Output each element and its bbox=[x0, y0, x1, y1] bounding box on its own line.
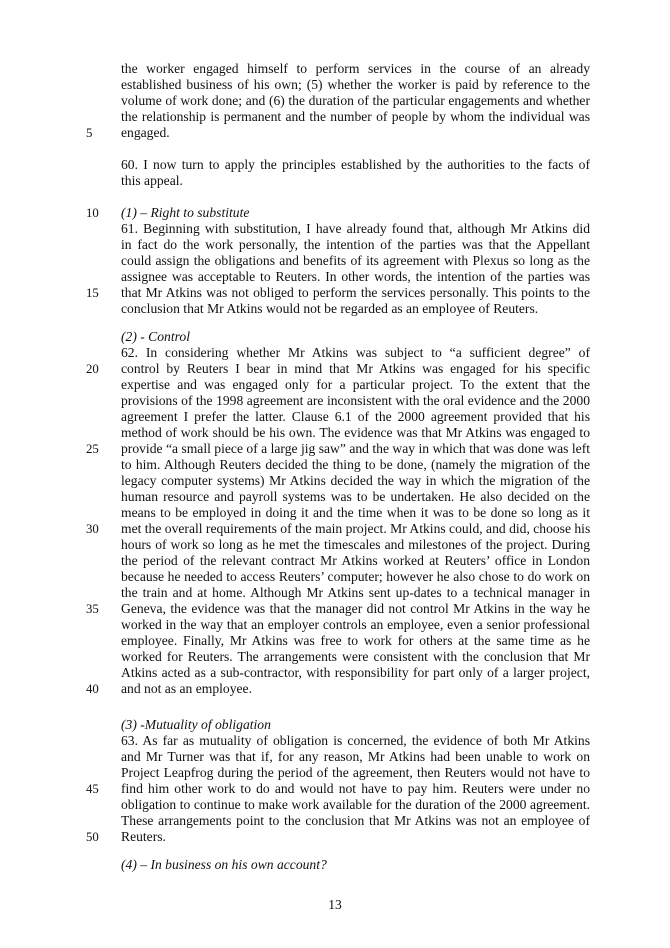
text-line: expertise and was engaged only for a particular project. To the extent that the bbox=[121, 377, 590, 392]
section-heading: (4) – In business on his own account? bbox=[121, 857, 327, 872]
line-number: 40 bbox=[86, 682, 99, 696]
line-number: 25 bbox=[86, 442, 99, 456]
line-number: 30 bbox=[86, 522, 99, 536]
line-number: 15 bbox=[86, 286, 99, 300]
text-line: conclusion that Mr Atkins would not be regarded as an employee of Reuters. bbox=[121, 301, 539, 316]
text-line: worked for Reuters. The arrangements were consistent with the conclusion that Mr bbox=[121, 649, 590, 664]
text-line: obligation to continue to make work available for the duration of the 2000 agreement. bbox=[121, 797, 590, 812]
text-line: engaged. bbox=[121, 125, 170, 140]
text-line: worked in the way that an employer controls an employee, even a senior professional bbox=[121, 617, 590, 632]
line-number: 10 bbox=[86, 206, 99, 220]
line-number: 5 bbox=[86, 126, 93, 140]
page-number: 13 bbox=[328, 897, 342, 912]
text-line: legacy computer systems) Mr Atkins decided the way in which the migration of the bbox=[121, 473, 590, 488]
section-heading: (2) - Control bbox=[121, 329, 190, 344]
text-line: that Mr Atkins was not obliged to perform the services personally. This points to the bbox=[121, 285, 590, 300]
line-number: 35 bbox=[86, 602, 99, 616]
paragraph-60: 60. I now turn to apply the principles established by the authorities to the facts of bbox=[121, 157, 590, 172]
text-line: provisions of the 1998 agreement are inconsistent with the oral evidence and the 2000 bbox=[121, 393, 590, 408]
text-line: the train and at home. Although Mr Atkins sent up-dates to a technical manager in bbox=[121, 585, 590, 600]
text-line: control by Reuters I bear in mind that Mr Atkins was engaged for his specific bbox=[121, 361, 590, 376]
text-line: and not as an employee. bbox=[121, 681, 252, 696]
text-line: in fact do the work personally, the intention of the parties was that the Appellant bbox=[121, 237, 590, 252]
text-line: find him other work to do and would not have to pay him. Reuters were under no bbox=[121, 781, 590, 796]
text-line: employee. Finally, Mr Atkins was free to work for others at the same time as he bbox=[121, 633, 590, 648]
text-line: volume of work done; and (6) the duration of the particular engagements and whether bbox=[121, 93, 590, 108]
text-line: assignee was acceptable to Reuters. In other words, the intention of the parties was bbox=[121, 269, 590, 284]
text-line: the relationship is permanent and the number of people by whom the individual was bbox=[121, 109, 590, 124]
text-line: this appeal. bbox=[121, 173, 183, 188]
text-line: hours of work so long as he met the timescales and milestones of the project. During bbox=[121, 537, 590, 552]
line-number: 20 bbox=[86, 362, 99, 376]
line-number: 50 bbox=[86, 830, 99, 844]
text-line: These arrangements point to the conclusion that Mr Atkins was not an employee of bbox=[121, 813, 590, 828]
text-line: method of work should be his own. The evidence was that Mr Atkins was engaged to bbox=[121, 425, 590, 440]
text-line: and Mr Turner was that if, for any reason, Mr Atkins had been unable to work on bbox=[121, 749, 590, 764]
section-heading: (3) -Mutuality of obligation bbox=[121, 717, 271, 732]
text-line: met the overall requirements of the main project. Mr Atkins could, and did, choose his bbox=[121, 521, 591, 536]
text-line: because he needed to access Reuters’ computer; however he also chose to do work on bbox=[121, 569, 590, 584]
text-line: Atkins acted as a sub-contractor, with responsibility for part only of a larger project, bbox=[121, 665, 590, 680]
section-heading: (1) – Right to substitute bbox=[121, 205, 250, 220]
paragraph-63: 63. As far as mutuality of obligation is concerned, the evidence of both Mr Atkins bbox=[121, 733, 590, 748]
text-line: established business of his own; (5) whether the worker is paid by reference to the bbox=[121, 77, 590, 92]
text-line: Reuters. bbox=[121, 829, 166, 844]
text-line: to him. Although Reuters decided the thing to be done, (namely the migration of the bbox=[121, 457, 590, 472]
text-line: could assign the obligations and benefits of its agreement with Plexus so long as the bbox=[121, 253, 590, 268]
text-line: agreement I prefer the latter. Clause 6.1 of the 2000 agreement provided that his bbox=[121, 409, 590, 424]
text-line: the period of the relevant contract Mr Atkins worked at Reuters’ office in London bbox=[121, 553, 590, 568]
text-line: provide “a small piece of a large jig saw” and the way in which that was done was left bbox=[121, 441, 590, 456]
text-line: means to be employed in doing it and the time when it was to be done so long as it bbox=[121, 505, 590, 520]
text-line: the worker engaged himself to perform services in the course of an already bbox=[121, 61, 590, 76]
text-line: Geneva, the evidence was that the manager did not control Mr Atkins in the way he bbox=[121, 601, 590, 616]
line-number: 45 bbox=[86, 782, 99, 796]
text-line: human resource and payroll systems was to be undertaken. He also decided on the bbox=[121, 489, 590, 504]
text-line: Project Leapfrog during the period of the agreement, then Reuters would not have to bbox=[121, 765, 590, 780]
paragraph-62: 62. In considering whether Mr Atkins was subject to “a sufficient degree” of bbox=[121, 345, 590, 360]
paragraph-61: 61. Beginning with substitution, I have already found that, although Mr Atkins did bbox=[121, 221, 590, 236]
